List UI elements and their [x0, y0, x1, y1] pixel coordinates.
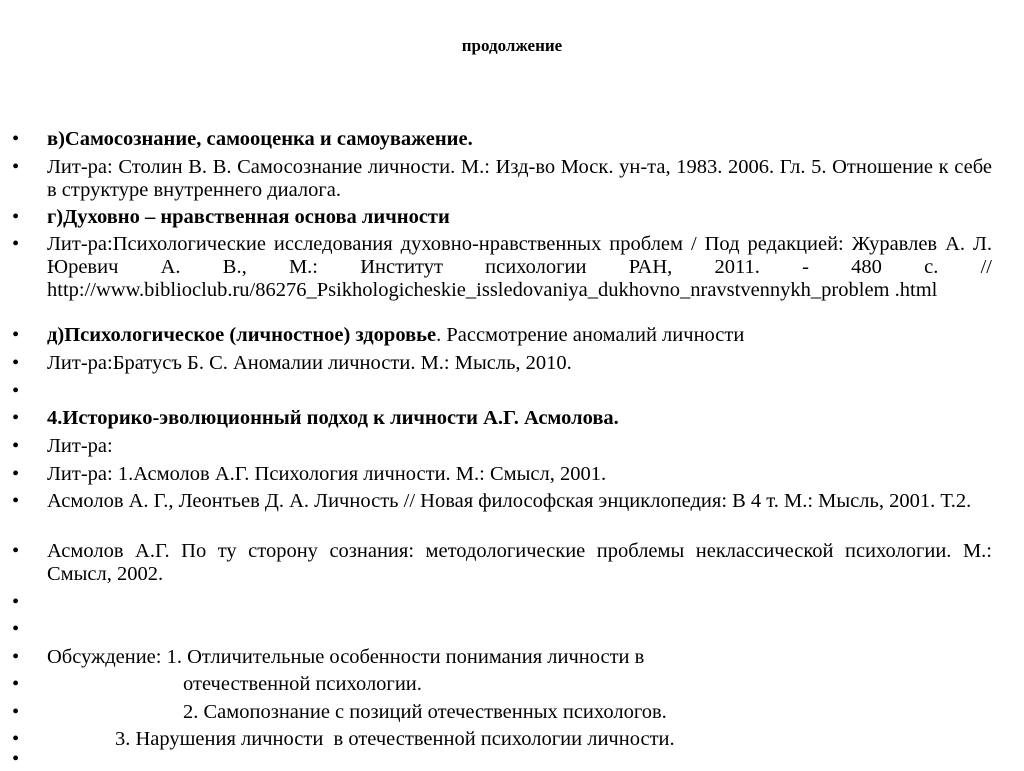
page-title: продолжение [461, 36, 563, 55]
section-heading: г)Духовно – нравственная основа личности [47, 206, 450, 228]
reference-text: Асмолов А.Г. По ту сторону сознания: методологические проблемы неклассической психологии. М.: Смысл, 2002. [47, 540, 992, 585]
discussion-text: отечественной психологии. [183, 673, 422, 695]
bullet: • [12, 128, 20, 150]
discussion-text: Обсуждение: 1. Отличительные особенности понимания личности в [47, 646, 645, 668]
bullet: • [12, 435, 20, 457]
bullet: • [12, 673, 20, 695]
bullet: • [12, 748, 20, 770]
bullet: • [12, 463, 20, 485]
reference-text: Асмолов А. Г., Леонтьев Д. А. Личность // Новая философская энциклопедия: В 4 т. М.: Мысль, 2001. Т.2. [47, 490, 972, 512]
section-heading-line [47, 324, 992, 347]
bullet: • [12, 352, 20, 374]
bullet: • [12, 407, 20, 429]
bullet: • [12, 701, 20, 723]
section-heading: д)Психологическое (личностное) здоровье [47, 324, 437, 346]
discussion-text: 2. Самопознание с позиций отечественных психологов. [183, 701, 667, 723]
section-heading: 4.Историко-эволюционный подход к личности А.Г. Асмолова. [47, 407, 619, 429]
bullet: • [12, 540, 20, 562]
bullet: • [12, 618, 20, 640]
bullet: • [12, 591, 20, 613]
section-subtitle: . Рассмотрение аномалий личности [436, 324, 745, 346]
bullet: • [12, 206, 20, 228]
reference-label: Лит-ра: [47, 435, 113, 457]
reference-text: Лит-ра: Столин В. В. Самосознание личности. М.: Изд-во Моск. ун-та, 1983. 2006. Гл. 5. Отношение к себе в структуре внутреннего диалога. [47, 156, 992, 201]
bullet: • [12, 380, 20, 402]
bullet: • [12, 233, 20, 255]
reference-text: Лит-ра:Психологические исследования духовно-нравственных проблем / Под редакцией: Журавлев А. Л. Юревич А. В., М.: Институт психологии РАН, 2011. - 480 с. // http://www.biblioclub.ru/86276_Psikhologicheskie_issledovaniya_dukhovno_nravstvennykh_problem .html [47, 233, 992, 301]
discussion-text: 3. Нарушения личности в отечественной психологии личности. [115, 728, 675, 750]
bullet: • [12, 324, 20, 346]
bullet: • [12, 728, 20, 750]
reference-text: Лит-ра:Братусъ Б. С. Аномалии личности. М.: Мысль, 2010. [47, 352, 572, 374]
reference-text: Лит-ра: 1.Асмолов А.Г. Психология личности. М.: Смысл, 2001. [47, 463, 607, 485]
bullet: • [12, 646, 20, 668]
section-heading: в)Самосознание, самооценка и самоуважение. [47, 128, 473, 150]
bullet: • [12, 156, 20, 178]
bullet: • [12, 490, 20, 512]
